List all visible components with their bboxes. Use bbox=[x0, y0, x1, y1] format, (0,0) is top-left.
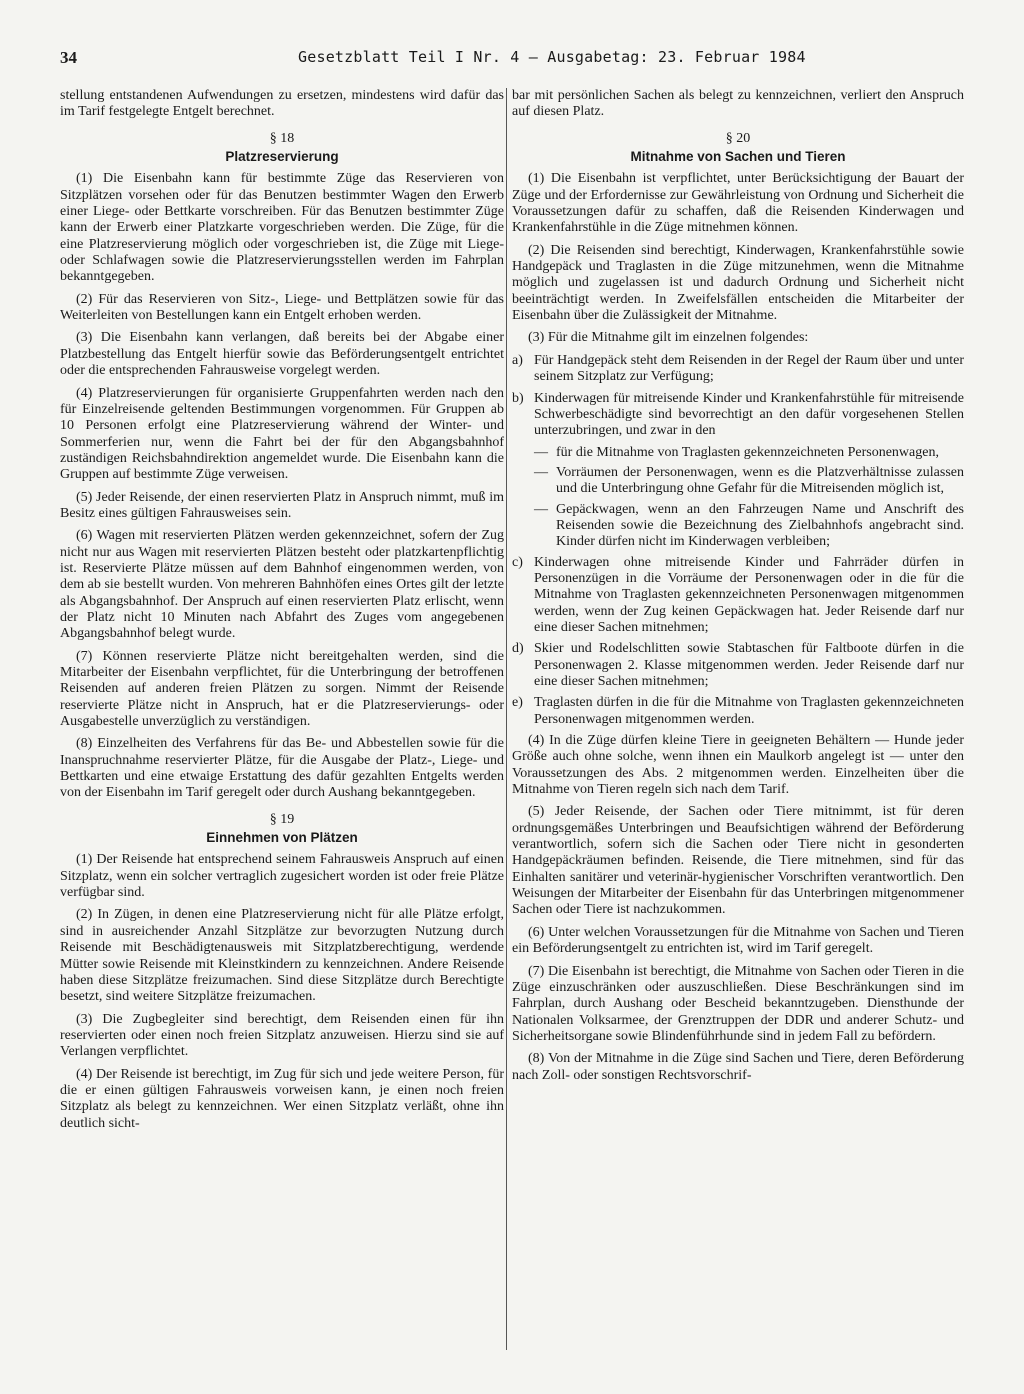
paragraph: (1) Der Reisende hat entsprechend seinem Fahrausweis Anspruch auf einen Sitzplatz, wenn ein solcher vertraglich zugesichert worden ist oder freie Plätze verfügbar sind. bbox=[60, 852, 504, 901]
list-text: Kinderwagen ohne mitreisende Kinder und Fahrräder dürfen in Personenzügen in die Vorräume der Personenwagen oder in die für die Mitnahme von Traglasten gekennzeichneten Personenwagen mitgenommen werden, wenn der Zug keinen Gepäckwagen hat. Jeder Reisende darf nur eine dieser Sachen mitnehmen; bbox=[534, 554, 964, 635]
section-number: § 18 bbox=[269, 130, 295, 146]
page-header bbox=[60, 48, 1010, 70]
section-title: Platzreservierung bbox=[225, 149, 339, 165]
paragraph: (5) Jeder Reisende, der Sachen oder Tiere mitnimmt, ist für deren ordnungsgemäßes Unterbringen und Beaufsichtigen während der Beförderung verantwortlich, sofern sich die Sachen oder Tiere nicht in gesonderten Handgepäckräumen befinden. Reisende, die Tiere mitnehmen, sind für das Einhalten sanitärer und veterinär-hygienischer Vorschriften verantwortlich. Den Weisungen der Mitarbeiter der Eisenbahn für das Unterbringen mitgenommener Sachen oder Tiere ist nachzukommen. bbox=[512, 804, 964, 918]
list-marker: b) bbox=[512, 390, 524, 406]
paragraph: (6) Unter welchen Voraussetzungen für die Mitnahme von Sachen und Tieren ein Beförderungsentgelt zu entrichten ist, wird im Tarif geregelt. bbox=[512, 924, 964, 957]
list-item bbox=[512, 555, 964, 637]
list-item bbox=[512, 353, 964, 386]
list-text: Kinderwagen für mitreisende Kinder und Krankenfahrstühle für mitreisende Schwerbeschädigte sind bevorrechtigt an den dafür vorgesehenen Stellen unterzubringen, und zwar in den bbox=[534, 390, 964, 439]
section-number: § 20 bbox=[725, 130, 751, 146]
paragraph: (2) Für das Reservieren von Sitz-, Liege- und Bettplätzen sowie für das Weiterleiten von Bestellungen kann ein Entgelt erhoben werden. bbox=[60, 291, 504, 324]
sub-list-item bbox=[534, 445, 964, 461]
right-column bbox=[512, 88, 964, 1090]
paragraph: (8) Einzelheiten des Verfahrens für das Be- und Abbestellen sowie für die Inanspruchnahme reservierter Plätze, für die Ausgabe der Platz-, Liege- und Bettkarten und eine etwaige Erstattung des dafür gezahlten Entgelts werden von der Eisenbahn im Tarif geregelt oder durch Aushang bekanntgegeben. bbox=[60, 736, 504, 801]
paragraph: (1) Die Eisenbahn ist verpflichtet, unter Berücksichtigung der Bauart der Züge und der Erfordernisse zur Gewährleistung von Ordnung und Sicherheit die Voraussetzungen dafür zu schaffen, daß die Reisenden Kinderwagen und Krankenfahrstühle in die Züge mitnehmen können. bbox=[512, 171, 964, 236]
paragraph: (4) In die Züge dürfen kleine Tiere in geeigneten Behältern — Hunde jeder Größe auch ohne solche, wenn ihnen ein Maulkorb angelegt ist — unter den Voraussetzungen des Abs. 2 mitgenommen werden. Einzelheiten über die Mitnahme von Tieren regeln sich nach dem Tarif. bbox=[512, 733, 964, 798]
list-text: Traglasten dürfen in die für die Mitnahme von Traglasten gekennzeichneten Personenwagen mitgenommen werden. bbox=[534, 695, 964, 727]
list-item bbox=[512, 641, 964, 690]
list-marker: c) bbox=[512, 554, 523, 570]
paragraph: (8) Von der Mitnahme in die Züge sind Sachen und Tiere, deren Beförderung nach Zoll- oder sonstigen Rechtsvorschrif- bbox=[512, 1051, 964, 1083]
paragraph: bar mit persönlichen Sachen als belegt zu kennzeichnen, verliert den Anspruch auf diesen Platz. bbox=[512, 88, 964, 120]
paragraph: (5) Jeder Reisende, der einen reservierten Platz in Anspruch nimmt, muß im Besitz eines gültigen Fahrausweises sein. bbox=[60, 489, 504, 521]
paragraph: (3) Für die Mitnahme gilt im einzelnen folgendes: bbox=[528, 330, 809, 346]
paragraph: stellung entstandenen Aufwendungen zu ersetzen, mindestens wird dafür das im Tarif festgelegte Entgelt berechnet. bbox=[60, 88, 504, 120]
paragraph: (2) Die Reisenden sind berechtigt, Kinderwagen, Krankenfahrstühle sowie Handgepäck und Traglasten in die Züge mitzunehmen, wenn die Mitnahme möglich und zugelassen ist und dadurch Ordnung und Sicherheit nicht beeinträchtigt werden. In Zweifelsfällen entscheiden die Mitarbeiter der Eisenbahn über die Zulässigkeit der Mitnahme. bbox=[512, 242, 964, 324]
paragraph: (7) Können reservierte Plätze nicht bereitgehalten werden, sind die Mitarbeiter der Eisenbahn verpflichtet, für die Unterbringung der betroffenen Reisenden auf anderen freien Plätzen zu sorgen. Nimmt der Reisende reservierte Plätze nicht in Anspruch, hat er die Platzreservierungs- oder Ausgabestelle unverzüglich zu verständigen. bbox=[60, 648, 504, 730]
paragraph: (1) Die Eisenbahn kann für bestimmte Züge das Reservieren von Sitzplätzen vorsehen oder für das Benutzen bestimmter Wagen den Erwerb einer Liege- oder Bettkarte vorschreiben. Für das Benutzen bestimmter Züge kann der Erwerb einer Platzkarte vorgeschrieben werden. Die Züge, für die eine Platzreservierung möglich oder vorgeschrieben ist, die Züge mit Liege- oder Schlafwagen sowie die Platzreservierungsstellen werden im Fahrplan bekanntgegeben. bbox=[60, 171, 504, 285]
paragraph: (3) Die Eisenbahn kann verlangen, daß bereits bei der Abgabe einer Platzbestellung das Entgelt hierfür sowie das Beförderungsentgelt entrichtet oder die entsprechenden Fahrausweise vorgelegt werden. bbox=[60, 330, 504, 379]
list-text: Skier und Rodelschlitten sowie Stabtaschen für Faltboote dürfen in die Personenwagen 2. Klasse mitgenommen werden. Jeder Reisende darf nur eine dieser Sachen mitnehmen; bbox=[534, 641, 964, 689]
list-item bbox=[512, 391, 964, 440]
paragraph: (6) Wagen mit reservierten Plätzen werden gekennzeichnet, sofern der Zug nicht nur aus Wagen mit reservierten Plätzen besteht oder platzkartenpflichtig ist. Reservierte Plätze müssen auf dem Bahnhof eingenommen werden, von dem ab sie bestellt wurden. Von mehreren Bahnhöfen eines Ortes gilt der letzte als Abgangsbahnhof. Der Anspruch auf einen reservierten Platz erlischt, wenn der Platz nicht 10 Minuten nach Abfahrt des Zuges vom angegebenen Abgangsbahnhof belegt wurde. bbox=[60, 528, 504, 642]
paragraph: (4) Der Reisende ist berechtigt, im Zug für sich und jede weitere Person, für die er einen gültigen Fahrausweis vorweisen kann, je einen noch freien Sitzplatz als belegt zu kennzeichnen. Wer einen Sitzplatz verläßt, ohne ihn deutlich sicht- bbox=[60, 1066, 504, 1131]
list-marker: a) bbox=[512, 352, 523, 368]
section-number: § 19 bbox=[269, 811, 295, 827]
dash-marker: — bbox=[534, 501, 548, 517]
paragraph: (2) In Zügen, in denen eine Platzreservierung nicht für alle Plätze erfolgt, sind in ausreichender Anzahl Sitzplätze zur bevorzugten Nutzung durch Reisende mit Beschädigtenausweis mit Sitzplatzberechtigung, werdende Mütter sowie Reisende mit Kleinstkindern zu kennzeichnen. Andere Reisende haben diese Sitzplätze freizumachen. Sind diese Sitzplätze durch Berechtigte besetzt, sind weitere Sitzplätze freizumachen. bbox=[60, 907, 504, 1005]
dash-marker: — bbox=[534, 444, 548, 460]
column-divider bbox=[506, 88, 507, 1350]
list-marker: d) bbox=[512, 641, 524, 657]
list-text: Für Handgepäck steht dem Reisenden in der Regel der Raum über und unter seinem Sitzplatz zur Verfügung; bbox=[534, 352, 964, 385]
paragraph: (7) Die Eisenbahn ist berechtigt, die Mitnahme von Sachen oder Tieren in die Züge einzuschränken oder auszuschließen. Diese Beschränkungen sind im Fahrplan, durch Aushang oder Bescheid bekanntzugeben. Diensthunde der Nationalen Volksarmee, der Grenztruppen der DDR und anderer Schutz- und Sicherheitsorgane sowie Blindenführhunde sind in jedem Fall zu befördern. bbox=[512, 963, 964, 1044]
left-column bbox=[60, 88, 504, 1138]
list-marker: e) bbox=[512, 695, 523, 711]
paragraph: (4) Platzreservierungen für organisierte Gruppenfahrten werden nach den für Einzelreisende geltenden Bestimmungen vorgenommen. Für Gruppen ab 10 Personen erfolgt eine Platzreservierung während der Winter- und Sommerferien nur, wenn die Fahrt bei der für den Abgangsbahnhof zuständigen Reichsbahndirektion angemeldet wurde. Die Eisenbahn kann die Gruppen auf bestimmte Züge verweisen. bbox=[60, 385, 504, 483]
running-title: Gesetzblatt Teil I Nr. 4 — Ausgabetag: 23. Februar 1984 bbox=[298, 48, 806, 66]
page-number: 34 bbox=[60, 48, 77, 67]
list-text: Gepäckwagen, wenn an den Fahrzeugen Name und Anschrift des Reisenden sowie die Bezeichnung des Zielbahnhofs angebracht sind. Kinder dürfen nicht im Kinderwagen verbleiben; bbox=[556, 501, 964, 550]
section-title: Mitnahme von Sachen und Tieren bbox=[630, 149, 846, 165]
paragraph: (3) Die Zugbegleiter sind berechtigt, dem Reisenden einen für ihn reservierten oder einen noch freien Sitzplatz anzuweisen. Hierzu sind sie auf Verlangen verpflichtet. bbox=[60, 1011, 504, 1060]
list-text: Vorräumen der Personenwagen, wenn es die Platzverhältnisse zulassen und die Unterbringung ohne Gefahr für die Mitreisenden möglich ist, bbox=[556, 464, 964, 497]
dash-marker: — bbox=[534, 464, 548, 480]
list-text: für die Mitnahme von Traglasten gekennzeichneten Personenwagen, bbox=[556, 444, 939, 460]
sub-list-item bbox=[534, 502, 964, 551]
sub-list-item bbox=[534, 465, 964, 498]
list-item bbox=[512, 695, 964, 728]
section-title: Einnehmen von Plätzen bbox=[206, 830, 358, 846]
